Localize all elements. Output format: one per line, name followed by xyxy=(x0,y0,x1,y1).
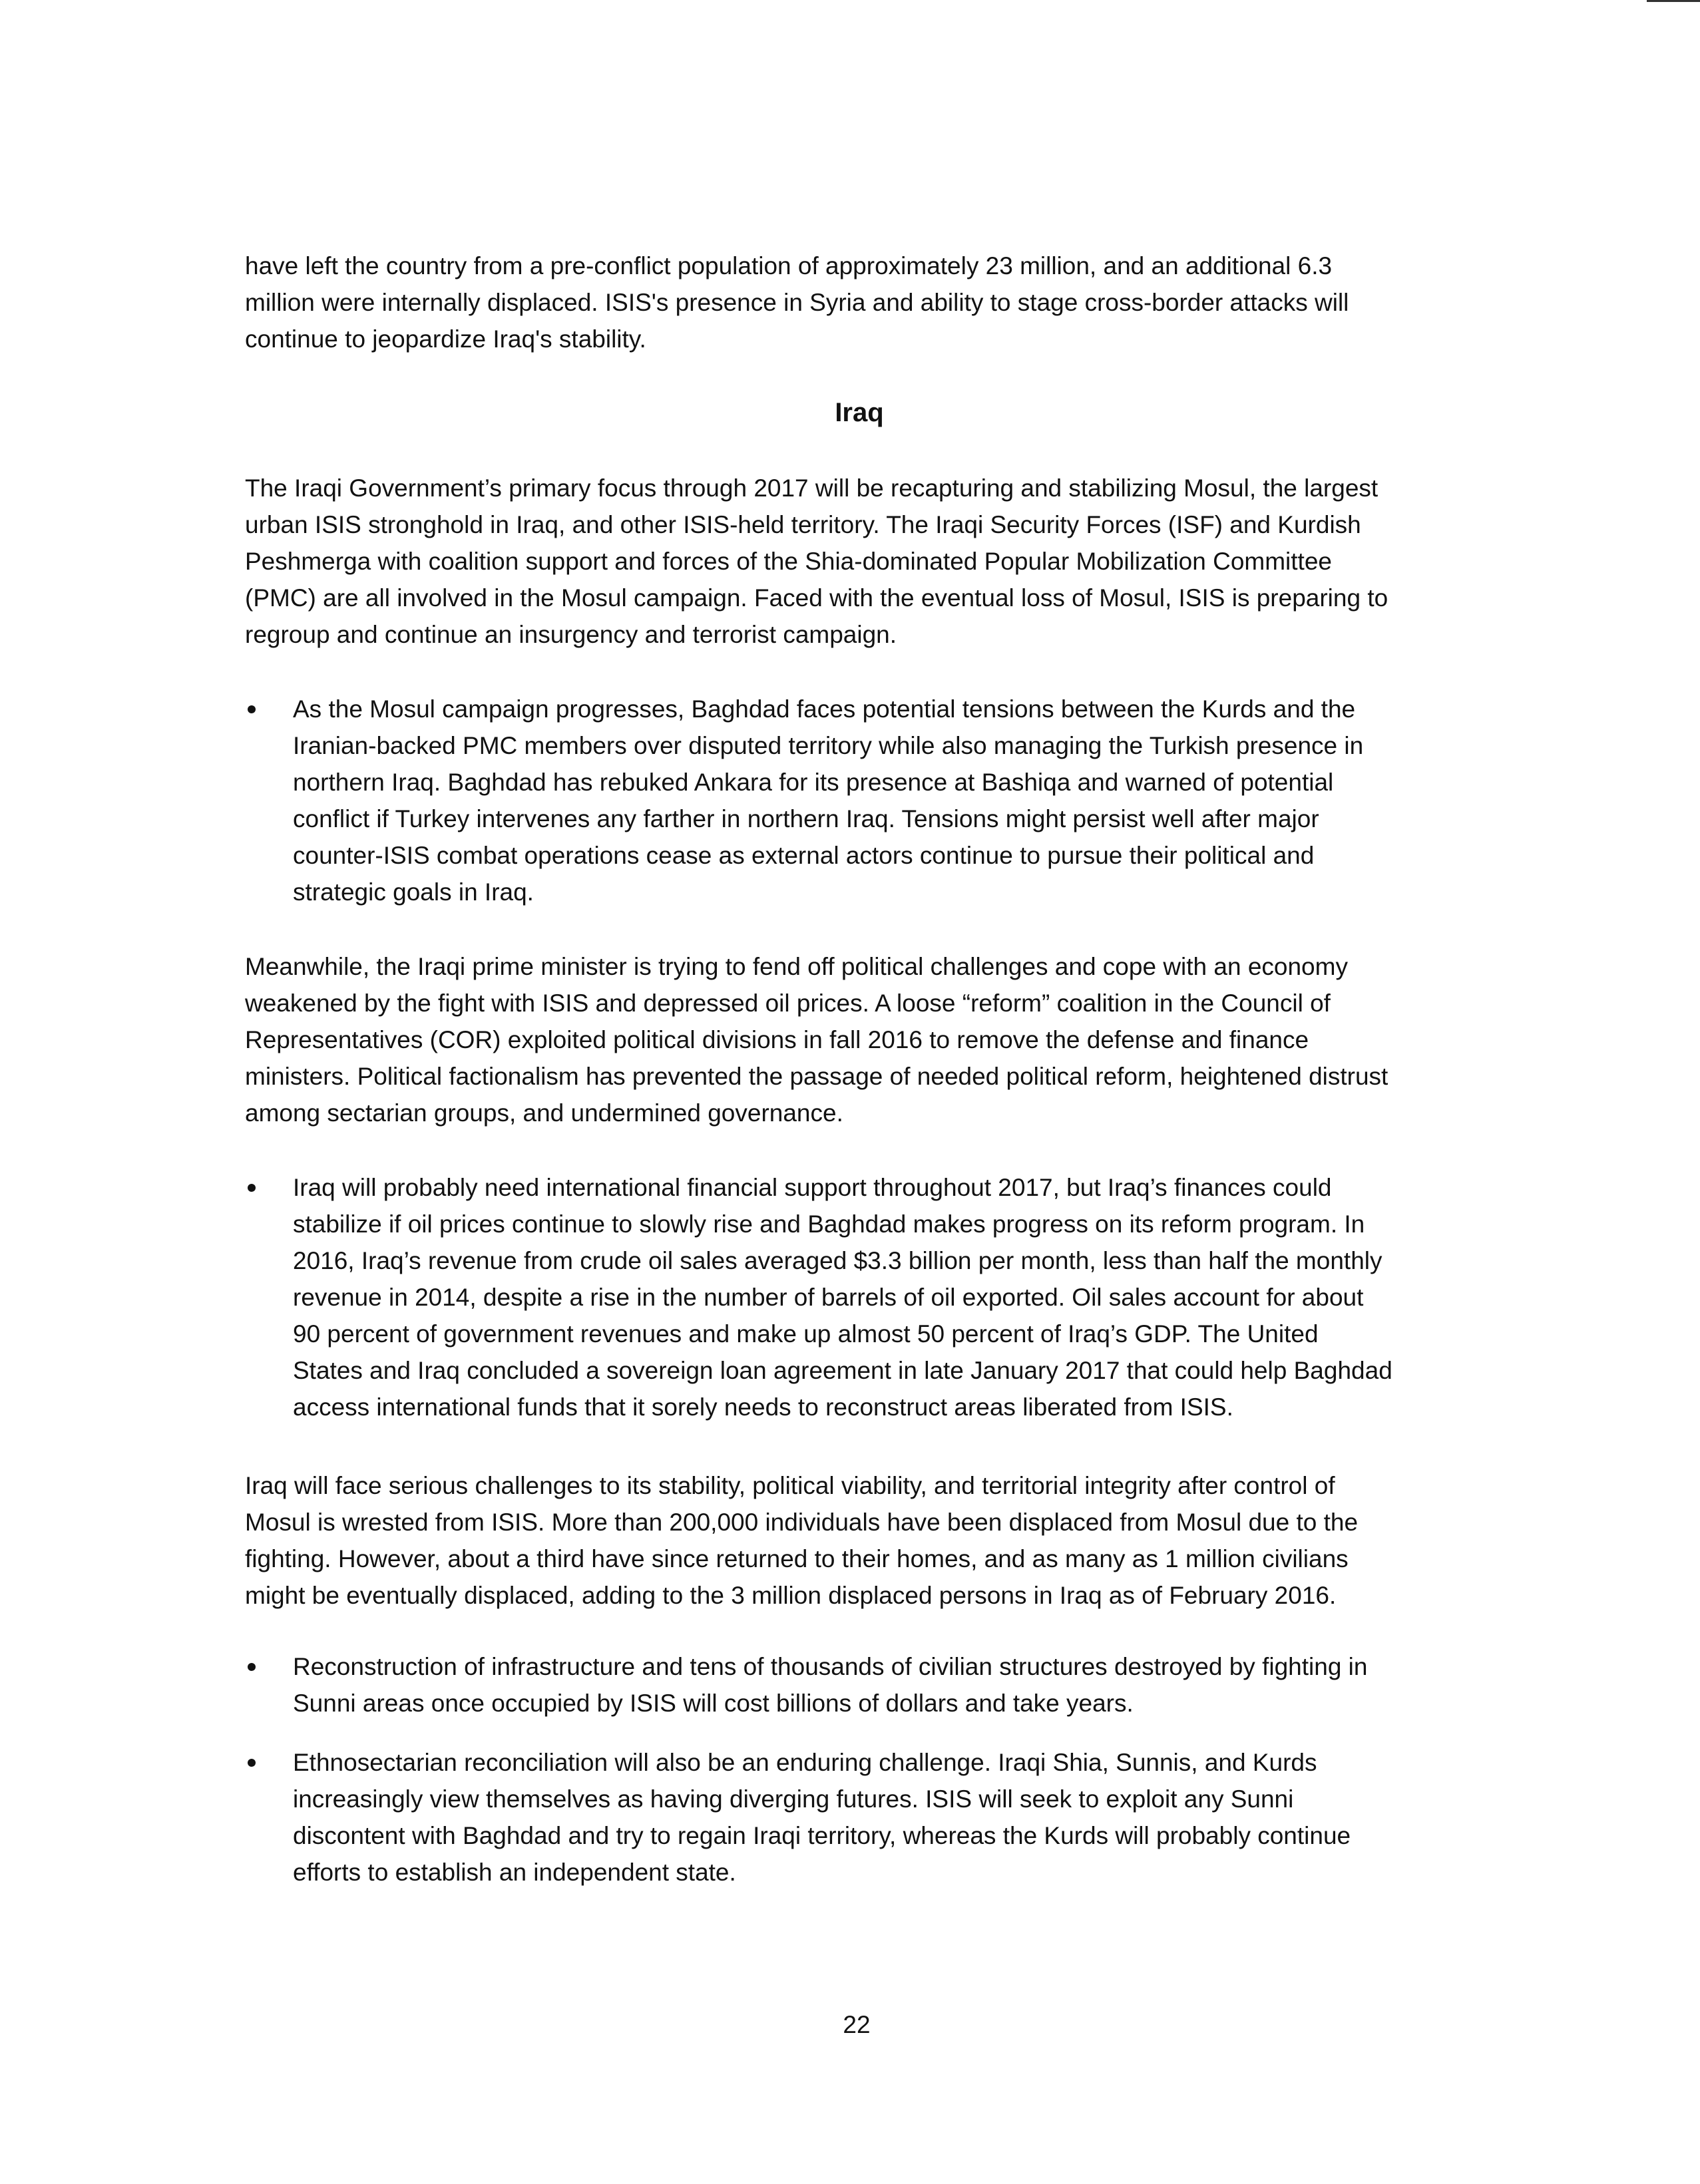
text-line: might be eventually displaced, adding to the 3 million displaced persons in Iraq as of February 2016. xyxy=(245,1582,1337,1609)
text-line: strategic goals in Iraq. xyxy=(293,878,534,906)
text-line: Reconstruction of infrastructure and tens of thousands of civilian structures destroyed by fighting in xyxy=(293,1653,1368,1680)
bullet-icon xyxy=(248,705,256,713)
text-line: weakened by the fight with ISIS and depressed oil prices. A loose “reform” coalition in the Council of xyxy=(245,990,1331,1017)
bullet-icon xyxy=(248,1184,256,1192)
text-line: urban ISIS stronghold in Iraq, and other ISIS-held territory. The Iraqi Security Forces (ISF) and Kurdish xyxy=(245,511,1361,538)
paragraph-syria-continuation xyxy=(245,248,1349,357)
text-line: Ethnosectarian reconciliation will also be an enduring challenge. Iraqi Shia, Sunnis, and Kurds xyxy=(293,1749,1317,1776)
bullet-mosul-tensions xyxy=(245,691,1363,910)
text-line: conflict if Turkey intervenes any farther in northern Iraq. Tensions might persist well after major xyxy=(293,805,1319,832)
text-line: have left the country from a pre-conflict population of approximately 23 million, and an additional 6.3 xyxy=(245,252,1333,279)
bullet-text xyxy=(293,691,1363,910)
bullet-text xyxy=(293,1744,1351,1891)
text-line: revenue in 2014, despite a rise in the number of barrels of oil exported. Oil sales account for about xyxy=(293,1284,1364,1311)
bullet-text xyxy=(293,1169,1392,1425)
paragraph-stability-challenges xyxy=(245,1467,1358,1614)
text-line: among sectarian groups, and undermined governance. xyxy=(245,1099,843,1127)
paragraph-prime-minister xyxy=(245,948,1388,1131)
bullet-reconciliation xyxy=(245,1744,1351,1891)
paragraph-iraq-focus xyxy=(245,470,1388,653)
bullet-icon xyxy=(248,1663,256,1671)
text-line: 2016, Iraq’s revenue from crude oil sales averaged $3.3 billion per month, less than half the monthly xyxy=(293,1247,1382,1274)
text-line: Peshmerga with coalition support and forces of the Shia-dominated Popular Mobilization Committee xyxy=(245,548,1332,575)
text-line: As the Mosul campaign progresses, Baghdad faces potential tensions between the Kurds and the xyxy=(293,695,1356,723)
page-number: 22 xyxy=(843,2011,871,2038)
text-line: Iraq will probably need international financial support throughout 2017, but Iraq’s finances could xyxy=(293,1174,1332,1201)
text-line: ministers. Political factionalism has prevented the passage of needed political reform, heightened distrust xyxy=(245,1063,1388,1090)
text-line: million were internally displaced. ISIS's presence in Syria and ability to stage cross-border attacks will xyxy=(245,289,1349,316)
text-line: Iraq will face serious challenges to its stability, political viability, and territorial integrity after control of xyxy=(245,1472,1335,1499)
bullet-finances xyxy=(245,1169,1392,1425)
text-line: The Iraqi Government’s primary focus through 2017 will be recapturing and stabilizing Mosul, the largest xyxy=(245,474,1379,502)
text-line: (PMC) are all involved in the Mosul campaign. Faced with the eventual loss of Mosul, ISIS is preparing to xyxy=(245,584,1388,612)
section-heading-iraq: Iraq xyxy=(835,398,884,427)
text-line: continue to jeopardize Iraq's stability. xyxy=(245,325,646,353)
text-line: access international funds that it sorely needs to reconstruct areas liberated from ISIS. xyxy=(293,1393,1233,1421)
text-line: 90 percent of government revenues and make up almost 50 percent of Iraq’s GDP. The United xyxy=(293,1320,1319,1348)
text-line: discontent with Baghdad and try to regain Iraqi territory, whereas the Kurds will probably continue xyxy=(293,1822,1351,1849)
text-line: increasingly view themselves as having diverging futures. ISIS will seek to exploit any Sunni xyxy=(293,1785,1294,1813)
text-line: Sunni areas once occupied by ISIS will cost billions of dollars and take years. xyxy=(293,1690,1134,1717)
text-line: northern Iraq. Baghdad has rebuked Ankara for its presence at Bashiqa and warned of potential xyxy=(293,769,1334,796)
bullet-icon xyxy=(248,1759,256,1767)
text-line: Iranian-backed PMC members over disputed territory while also managing the Turkish presence in xyxy=(293,732,1364,759)
text-line: Meanwhile, the Iraqi prime minister is trying to fend off political challenges and cope with an economy xyxy=(245,953,1348,980)
text-line: States and Iraq concluded a sovereign loan agreement in late January 2017 that could help Baghdad xyxy=(293,1357,1392,1384)
text-line: fighting. However, about a third have since returned to their homes, and as many as 1 million civilians xyxy=(245,1545,1349,1572)
text-line: efforts to establish an independent state. xyxy=(293,1859,736,1886)
bullet-reconstruction xyxy=(245,1648,1367,1722)
bullet-text xyxy=(293,1648,1367,1722)
text-line: stabilize if oil prices continue to slowly rise and Baghdad makes progress on its reform program. In xyxy=(293,1210,1365,1238)
text-line: counter-ISIS combat operations cease as external actors continue to pursue their political and xyxy=(293,842,1315,869)
text-line: regroup and continue an insurgency and terrorist campaign. xyxy=(245,621,897,648)
text-line: Mosul is wrested from ISIS. More than 200,000 individuals have been displaced from Mosul due to the xyxy=(245,1509,1359,1536)
text-line: Representatives (COR) exploited political divisions in fall 2016 to remove the defense and finance xyxy=(245,1026,1309,1053)
scan-mark xyxy=(1647,0,1700,2)
